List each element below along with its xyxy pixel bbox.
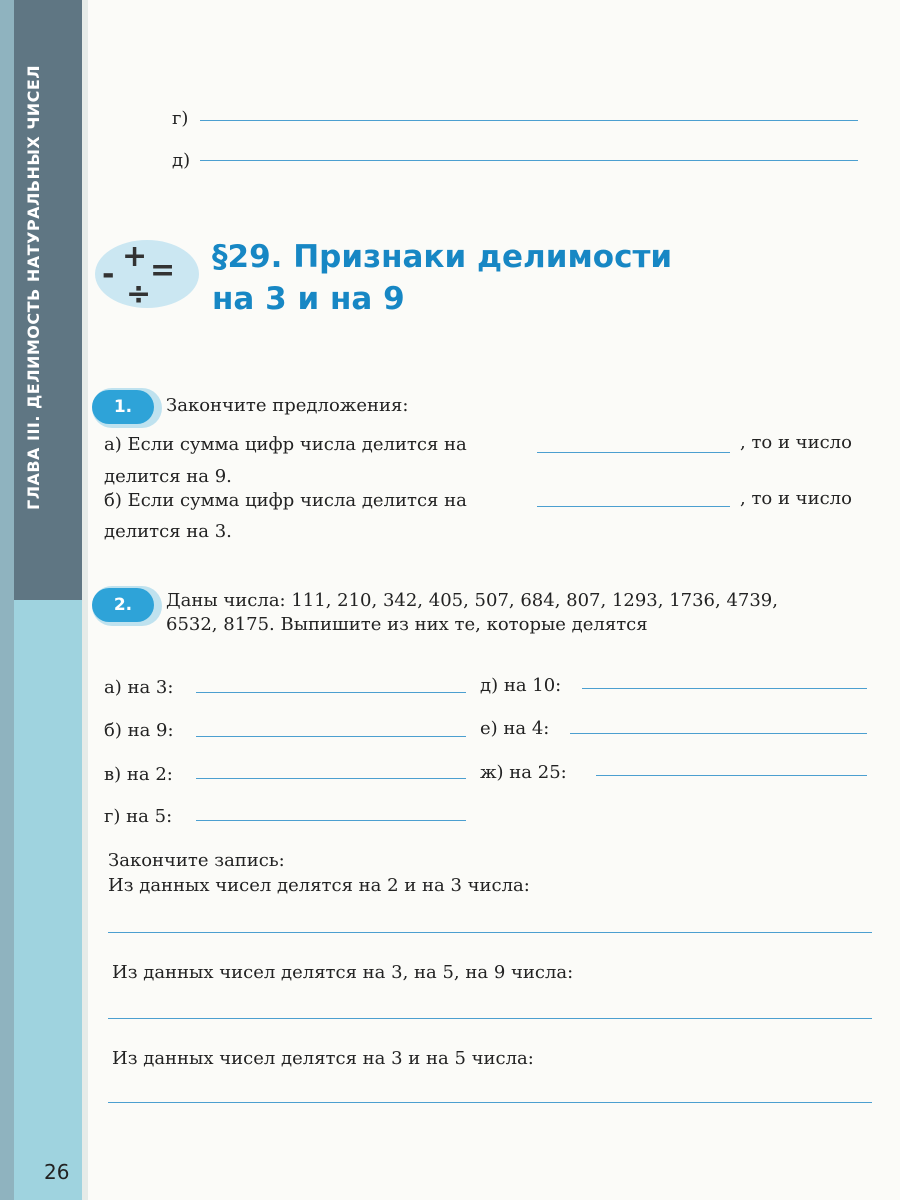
task2-number-badge: 2.: [92, 588, 154, 622]
svg-text:+: +: [122, 239, 148, 274]
task1-b-end: , то и число: [740, 488, 852, 509]
task2-question1: Из данных чисел делятся на 2 и на 3 числа:: [108, 875, 530, 896]
task2-item-d-answer-line[interactable]: [582, 688, 867, 689]
task2-question1-answer-line[interactable]: [108, 932, 872, 933]
task2-item-v-label: в) на 2:: [104, 764, 173, 785]
task2-item-b-answer-line[interactable]: [196, 736, 466, 737]
task2-item-g-answer-line[interactable]: [196, 820, 466, 821]
task2-question2-answer-line[interactable]: [108, 1018, 872, 1019]
task2-item-g-label: г) на 5:: [104, 806, 173, 827]
task2-item-zh-answer-line[interactable]: [596, 775, 867, 776]
task2-item-a-answer-line[interactable]: [196, 692, 466, 693]
section-title-line2: на 3 и на 9: [212, 281, 405, 317]
math-operations-icon: [92, 232, 202, 312]
task1-number-badge: 1.: [92, 390, 154, 424]
task1-prompt: Закончите предложения:: [166, 395, 409, 416]
task2-item-e-answer-line[interactable]: [570, 733, 867, 734]
task2-question3-answer-line[interactable]: [108, 1102, 872, 1103]
chapter-label: ГЛАВА III. ДЕЛИМОСТЬ НАТУРАЛЬНЫХ ЧИСЕЛ: [24, 64, 43, 510]
task2-prompt-line1: Даны числа: 111, 210, 342, 405, 507, 684, 807, 1293, 1736, 4739,: [166, 590, 778, 611]
task2-finish-label: Закончите запись:: [108, 850, 285, 871]
svg-text:-: -: [102, 257, 115, 292]
task2-item-d-label: д) на 10:: [480, 675, 562, 696]
task1-b-continuation: делится на 3.: [104, 521, 232, 542]
task1-b-answer-line[interactable]: [537, 506, 730, 507]
task2-item-v-answer-line[interactable]: [196, 778, 466, 779]
task1-a-answer-line[interactable]: [537, 452, 730, 453]
page-number: 26: [44, 1160, 70, 1184]
task1-b-start: б) Если сумма цифр числа делится на: [104, 490, 467, 511]
task2-item-zh-label: ж) на 25:: [480, 762, 567, 783]
task2-item-a-label: а) на 3:: [104, 677, 174, 698]
task1-a-end: , то и число: [740, 432, 852, 453]
top-item-g-label: г): [172, 108, 189, 129]
task1-a-continuation: делится на 9.: [104, 466, 232, 487]
task2-item-e-label: е) на 4:: [480, 718, 550, 739]
task2-question3: Из данных чисел делятся на 3 и на 5 числа:: [112, 1048, 534, 1069]
side-stripe: [0, 0, 14, 1200]
task1-a-start: а) Если сумма цифр числа делится на: [104, 434, 467, 455]
page-edge: [82, 0, 88, 1200]
top-item-g-answer-line[interactable]: [200, 120, 858, 121]
side-lower-band: [14, 600, 82, 1200]
section-title-line1: §29. Признаки делимости: [212, 239, 673, 275]
task2-prompt-line2: 6532, 8175. Выпишите из них те, которые делятся: [166, 614, 648, 635]
task2-question2: Из данных чисел делятся на 3, на 5, на 9 числа:: [112, 962, 574, 983]
top-item-d-answer-line[interactable]: [200, 160, 858, 161]
svg-text:÷: ÷: [126, 277, 152, 312]
section-title: [212, 236, 672, 320]
svg-text:=: =: [150, 253, 176, 288]
task2-item-b-label: б) на 9:: [104, 720, 174, 741]
top-item-d-label: д): [172, 150, 191, 171]
